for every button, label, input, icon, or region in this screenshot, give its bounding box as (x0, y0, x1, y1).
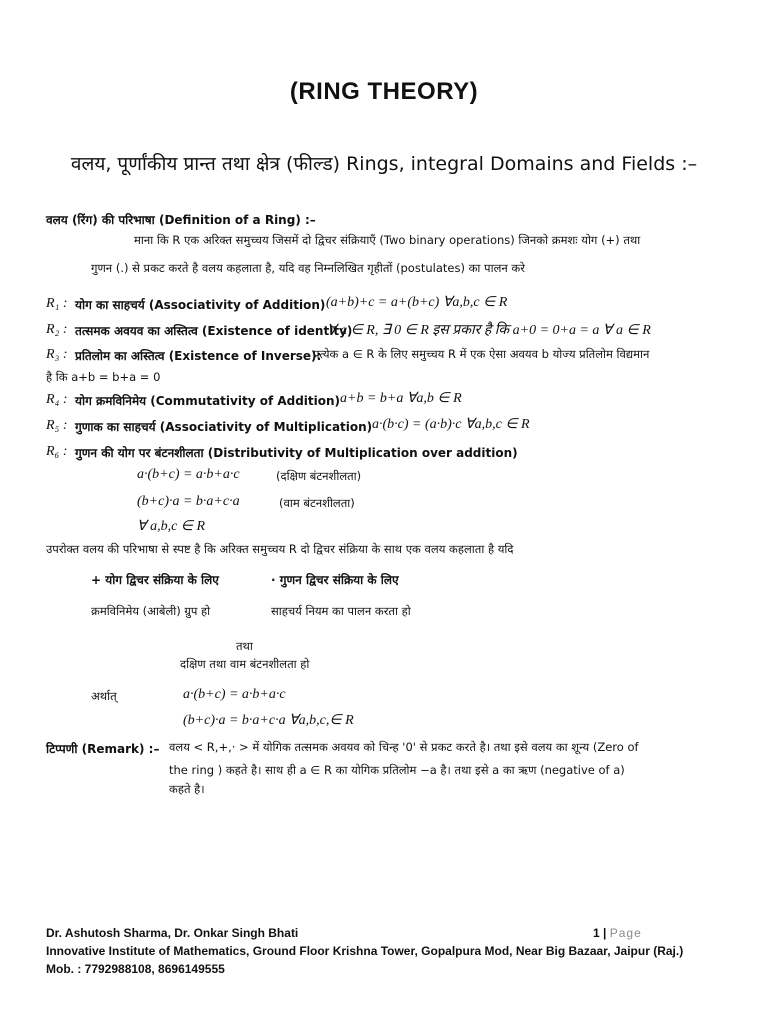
footer-page-label: Page (609, 926, 642, 940)
definition-line-1: माना कि R एक अरिक्त समुच्चय जिसमें दो द्विचर संक्रियाएँ (Two binary operations) जिनको क्रमशः योग (+) तथा (134, 233, 641, 247)
summary-equation-1: a·(b+c) = a·b+a·c (183, 687, 286, 702)
page-title: (RING THEORY) (289, 78, 479, 105)
footer-page-separator: | (603, 926, 607, 940)
summary-equation-2: (b+c)·a = b·a+c·a ∀a,b,c,∈ R (183, 713, 354, 728)
distributive-left-note: (दक्षिण बंटनशीलता) (276, 469, 362, 483)
summary-intro: उपरोक्त वलय की परिभाषा से स्पष्ट है कि अरिक्त समुच्चय R दो द्विचर संक्रिया के साथ एक वलय कहलाता है यदि (46, 542, 514, 556)
page-subtitle: वलय, पूर्णांकीय प्रान्त तथा क्षेत्र (फील्ड) Rings, integral Domains and Fields :– (70, 153, 698, 175)
footer-page (593, 926, 642, 940)
distributive-right-formula: (b+c)·a = b·a+c·a (137, 494, 240, 509)
postulate-name-r2: तत्समक अवयव का अस्तित्व (Existence of identity) (75, 324, 353, 338)
summary-multiplication-text: साहचर्य नियम का पालन करता हो (271, 604, 411, 618)
postulate-name-r3: प्रतिलोम का अस्तित्व (Existence of Inverse): (75, 349, 322, 363)
remark-line-1: वलय < R,+,· > में योगिक तत्समक अवयव को चिन्ह '0' से प्रकट करते है। तथा इसे वलय का शून्य (Zero of (169, 740, 639, 754)
summary-distributive-text: दक्षिण तथा वाम बंटनशीलता हो (180, 657, 310, 671)
postulate-formula-r2: ∀ a ∈ R, ∃ 0 ∈ R इस प्रकार है कि a+0 = 0+a = a ∀ a ∈ R (327, 323, 651, 338)
definition-line-2: गुणन (.) से प्रकट करते है वलय कहलाता है, यदि वह निम्नलिखित गृहीतों (postulates) का पालन करे (91, 261, 525, 275)
distributive-right-note: (वाम बंटनशीलता) (279, 496, 355, 510)
postulate-label-r1: R₁ : (46, 296, 68, 311)
postulate-name-r6: गुणन की योग पर बंटनशीलता (Distributivity of Multiplication over addition) (75, 446, 518, 460)
postulate-name-r4: योग क्रमविनिमेय (Commutativity of Addition) (75, 394, 341, 408)
remark-line-2: the ring ) कहते है। साथ ही a ∈ R का योगिक प्रतिलोम −a है। तथा इसे a का ऋण (negative of a) (169, 763, 625, 777)
postulate-formula-r3: प्रत्येक a ∈ R के लिए समुच्चय R में एक ऐसा अवयव b योज्य प्रतिलोम विद्यमान (313, 347, 650, 361)
footer-mobile: Mob. : 7792988108, 8696149555 (46, 962, 225, 976)
summary-and: तथा (236, 639, 253, 653)
postulate-label-r5: R₅ : (46, 418, 68, 433)
postulate-formula-r1: (a+b)+c = a+(b+c) ∀a,b,c ∈ R (326, 295, 508, 310)
remark-line-3: कहते है। (169, 782, 205, 796)
remark-label: टिप्पणी (Remark) :– (46, 742, 160, 756)
postulate-formula-r5: a·(b·c) = (a·b)·c ∀a,b,c ∈ R (372, 417, 530, 432)
footer-authors: Dr. Ashutosh Sharma, Dr. Onkar Singh Bhati (46, 926, 299, 940)
footer-page-number: 1 (593, 926, 600, 940)
postulate-name-r5: गुणाक का साहचर्य (Associativity of Multiplication) (75, 420, 373, 434)
postulate-name-r1: योग का साहचर्य (Associativity of Addition) (75, 298, 326, 312)
summary-arthat: अर्थात् (91, 689, 117, 703)
postulate-label-r2: R₂ : (46, 322, 68, 337)
footer-address: Innovative Institute of Mathematics, Ground Floor Krishna Tower, Gopalpura Mod, Near Big Bazaar, Jaipur (Raj.) (46, 944, 684, 958)
postulate-label-r4: R₄ : (46, 392, 68, 407)
postulate-formula-r4: a+b = b+a ∀a,b ∈ R (340, 391, 462, 406)
definition-heading: वलय (रिंग) की परिभाषा (Definition of a Ring) :– (46, 213, 316, 227)
distributive-left-formula: a·(b+c) = a·b+a·c (137, 467, 240, 482)
postulate-label-r6: R₆ : (46, 444, 68, 459)
summary-multiplication-head: · गुणन द्विचर संक्रिया के लिए (271, 573, 399, 587)
distributive-forall: ∀ a,b,c ∈ R (137, 519, 206, 534)
summary-addition-text: क्रमविनिमेय (आबेली) ग्रुप हो (91, 604, 211, 618)
summary-addition-head: + योग द्विचर संक्रिया के लिए (91, 573, 219, 587)
postulate-label-r3: R₃ : (46, 347, 68, 362)
postulate-formula-r3-cont: है कि a+b = b+a = 0 (46, 370, 161, 384)
